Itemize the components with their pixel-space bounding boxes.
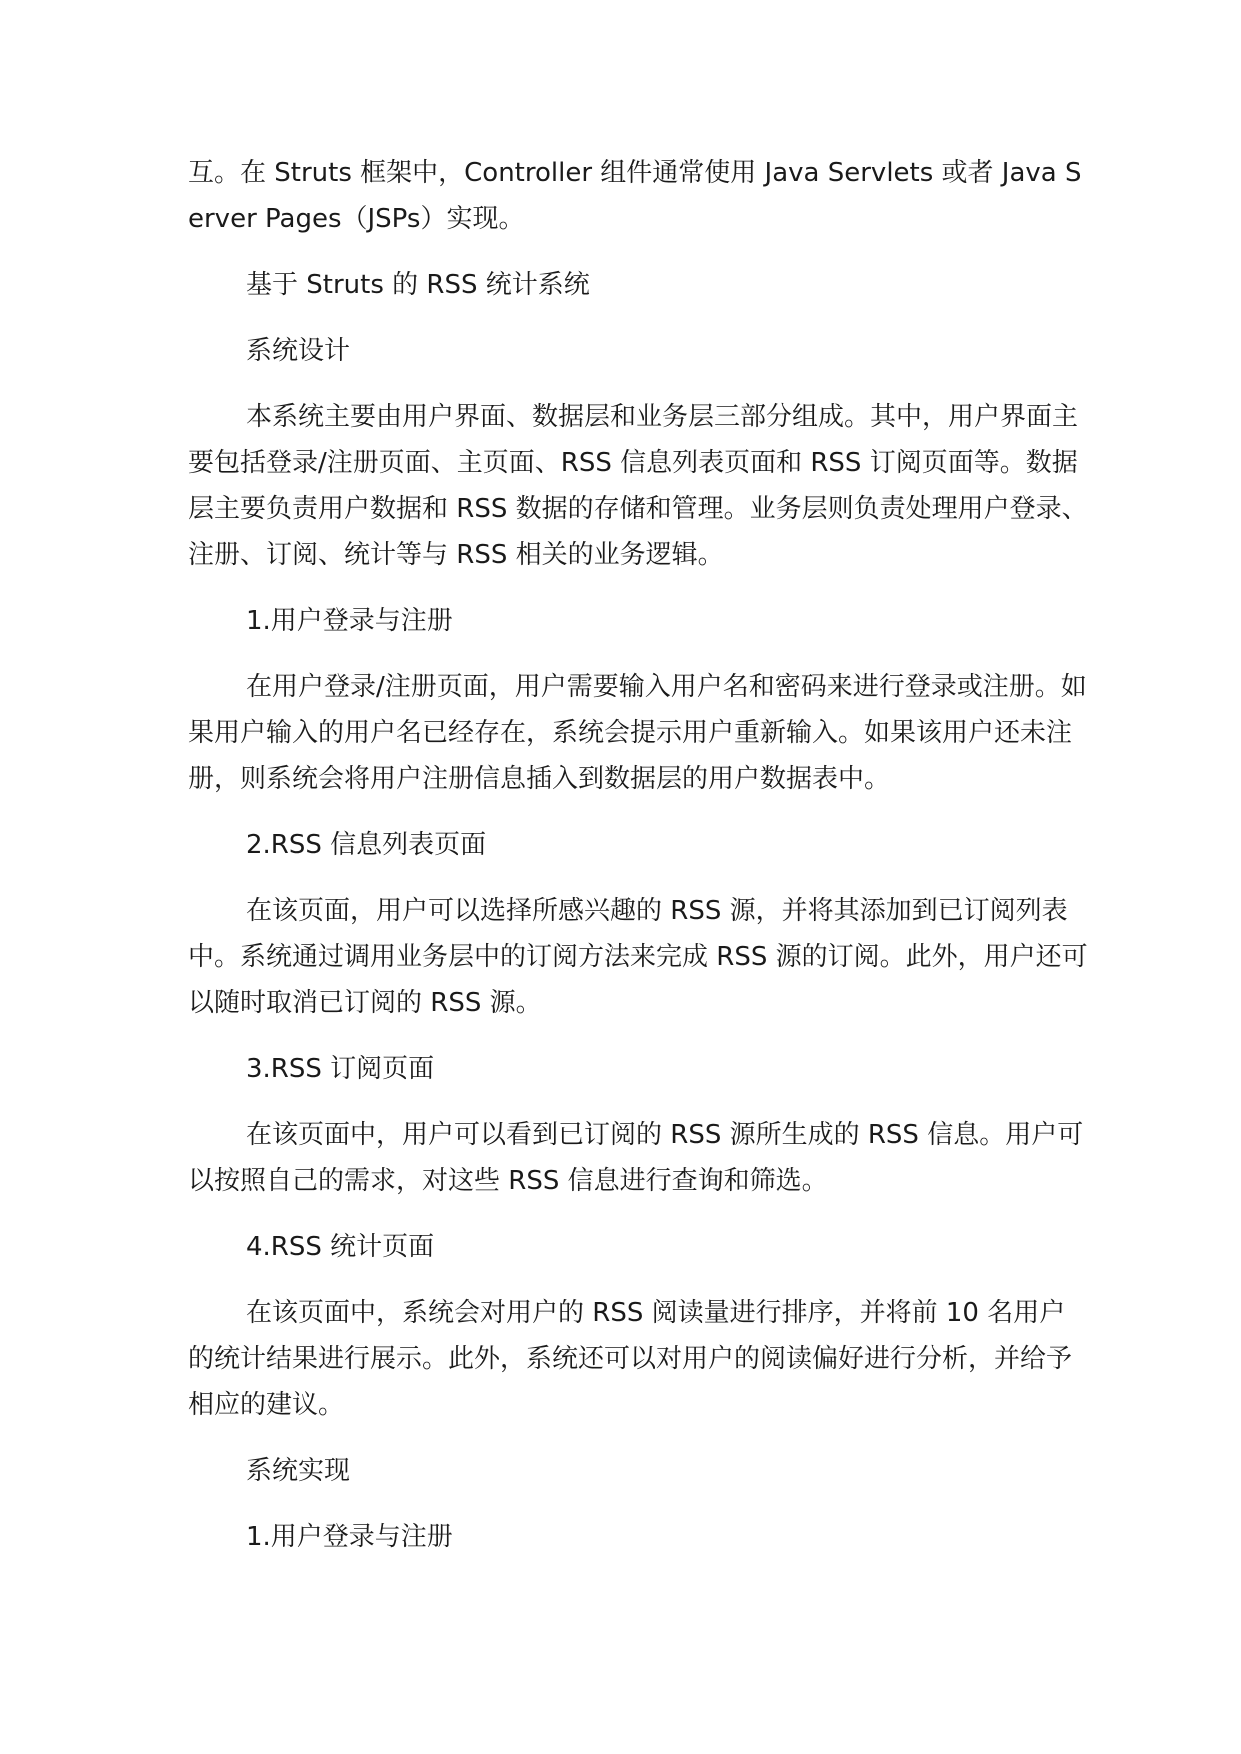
paragraph-rss-stats-page: 在该页面中，系统会对用户的 RSS 阅读量进行排序，并将前 10 名用户的统计结果进行展示。此外，系统还可以对用户的阅读偏好进行分析，并给予相应的建议。 <box>188 1298 1073 1420</box>
paragraph-controller-intro: 互。在 Struts 框架中，Controller 组件通常使用 Java Servlets 或者 Java Server Pages（JSPs）实现。 <box>188 158 1082 234</box>
heading-rss-system: 基于 Struts 的 RSS 统计系统 <box>246 270 590 300</box>
paragraph-system-overview: 本系统主要由用户界面、数据层和业务层三部分组成。其中，用户界面主要包括登录/注册页面、主页面、RSS 信息列表页面和 RSS 订阅页面等。数据层主要负责用户数据和 RSS 数据的存储和管理。业务层则负责处理用户登录、注册、订阅、统计等与 RSS 相关的业务逻辑。 <box>188 402 1088 570</box>
heading-rss-list-page: 2.RSS 信息列表页面 <box>246 830 487 860</box>
paragraph-rss-subscribe-page: 在该页面中，用户可以看到已订阅的 RSS 源所生成的 RSS 信息。用户可以按照自己的需求，对这些 RSS 信息进行查询和筛选。 <box>188 1120 1084 1196</box>
heading-rss-stats-page: 4.RSS 统计页面 <box>246 1232 435 1262</box>
heading-rss-subscribe-page: 3.RSS 订阅页面 <box>246 1054 435 1084</box>
heading-login-register-impl: 1.用户登录与注册 <box>246 1522 453 1552</box>
paragraph-login-register: 在用户登录/注册页面，用户需要输入用户名和密码来进行登录或注册。如果用户输入的用户名已经存在，系统会提示用户重新输入。如果该用户还未注册，则系统会将用户注册信息插入到数据层的用户数据表中。 <box>188 672 1087 794</box>
heading-login-register: 1.用户登录与注册 <box>246 606 453 636</box>
paragraph-rss-list-page: 在该页面，用户可以选择所感兴趣的 RSS 源，并将其添加到已订阅列表中。系统通过调用业务层中的订阅方法来完成 RSS 源的订阅。此外，用户还可以随时取消已订阅的 RSS 源。 <box>188 896 1088 1018</box>
heading-system-implementation: 系统实现 <box>246 1456 351 1486</box>
document-body <box>188 150 1088 1580</box>
heading-system-design: 系统设计 <box>246 336 351 366</box>
